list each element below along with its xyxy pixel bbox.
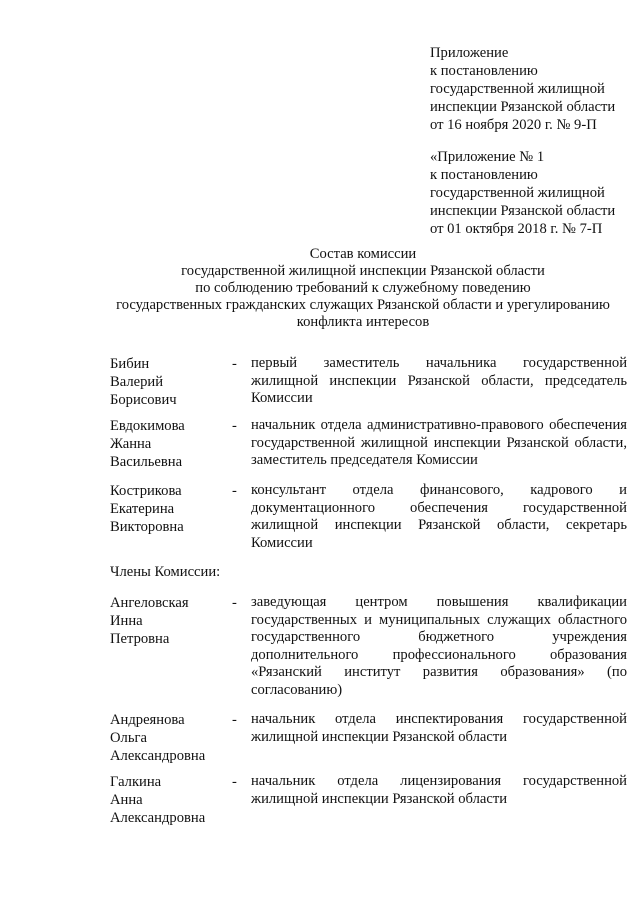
appendix-line: от 16 ноября 2020 г. № 9-П [430, 117, 597, 133]
appendix-line: к постановлению [430, 63, 538, 79]
member-name [110, 355, 230, 409]
member-name [110, 711, 230, 765]
member-name [110, 773, 230, 827]
appendix-line: от 01 октября 2018 г. № 7-П [430, 221, 603, 237]
member-patronymic: Александровна [110, 810, 206, 826]
member-description: консультант отдела финансового, кадрового и документационного обеспечения государственной жилищной инспекции Рязанской области, секретарь Комиссии [251, 482, 627, 551]
member-description: первый заместитель начальника государственной жилищной инспекции Рязанской области, председатель Комиссии [251, 355, 627, 407]
member-patronymic: Викторовна [110, 519, 184, 535]
member-patronymic: Александровна [110, 748, 206, 764]
appendix-line: «Приложение № 1 [430, 149, 545, 165]
member-first-name: Анна [110, 792, 143, 808]
appendix-line: к постановлению [430, 167, 538, 183]
member-first-name: Ольга [110, 730, 147, 746]
member-name [110, 482, 230, 536]
member-first-name: Екатерина [110, 501, 175, 517]
title-line: государственных гражданских служащих Рязанской области и урегулированию [116, 297, 610, 313]
appendix-line: инспекции Рязанской области [430, 203, 616, 219]
member-patronymic: Петровна [110, 631, 170, 647]
member-description: начальник отдела лицензирования государственной жилищной инспекции Рязанской области [251, 773, 627, 807]
appendix-line: государственной жилищной [430, 185, 605, 201]
member-name [110, 417, 230, 471]
appendix-line: государственной жилищной [430, 81, 605, 97]
member-surname: Галкина [110, 774, 162, 790]
member-description: заведующая центром повышения квалификации государственных и муниципальных служащих областного государственного бюджетного учреждения дополнительного профессионального образования «Рязанский институт развития образования» (по согласованию) [251, 594, 627, 698]
member-first-name: Инна [110, 613, 143, 629]
member-surname: Кострикова [110, 483, 182, 499]
member-description: начальник отдела инспектирования государственной жилищной инспекции Рязанской области [251, 711, 627, 745]
title-line: конфликта интересов [296, 314, 430, 330]
member-surname: Евдокимова [110, 418, 185, 434]
member-first-name: Валерий [110, 374, 164, 390]
member-surname: Андреянова [110, 712, 185, 728]
members-heading: Члены Комиссии: [110, 564, 221, 580]
title-line: по соблюдению требований к служебному поведению [195, 280, 531, 296]
dash-separator: - [232, 418, 237, 434]
appendix-line: Приложение [430, 45, 509, 61]
dash-separator: - [232, 712, 237, 728]
member-surname: Ангеловская [110, 595, 189, 611]
document-title [95, 246, 631, 331]
title-line: государственной жилищной инспекции Рязанской области [181, 263, 545, 279]
appendix-line: инспекции Рязанской области [430, 99, 616, 115]
dash-separator: - [232, 356, 237, 372]
dash-separator: - [232, 595, 237, 611]
member-patronymic: Васильевна [110, 454, 183, 470]
member-surname: Бибин [110, 356, 150, 372]
appendix-original-header [430, 148, 635, 238]
dash-separator: - [232, 774, 237, 790]
member-description: начальник отдела административно-правового обеспечения государственной жилищной инспекции Рязанской области, заместитель председателя Комиссии [251, 417, 627, 469]
title-line: Состав комиссии [309, 246, 417, 262]
member-name [110, 594, 230, 648]
dash-separator: - [232, 483, 237, 499]
appendix-current-header [430, 44, 635, 134]
member-first-name: Жанна [110, 436, 152, 452]
member-patronymic: Борисович [110, 392, 177, 408]
